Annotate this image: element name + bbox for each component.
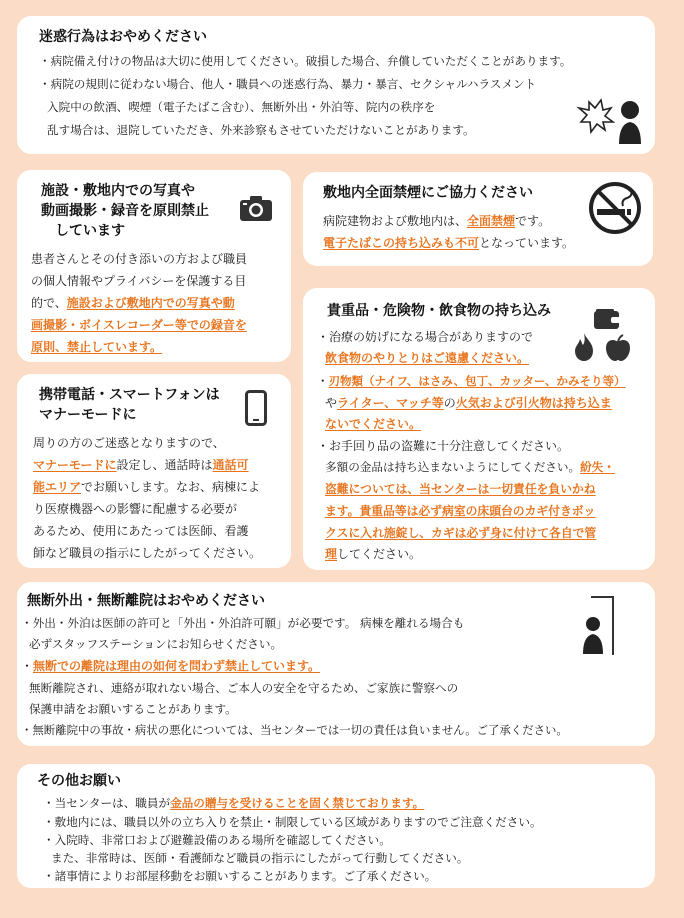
highlight-text: 刃物類（ナイフ、はさみ、包丁、カッター、かみそり等）	[328, 374, 626, 388]
section-title: 迷惑行為はおやめください	[39, 29, 207, 45]
highlight-text: 飲食物のやりとりはご遠慮ください。	[325, 351, 530, 365]
section-title: 施設・敷地内での写真や	[41, 183, 195, 199]
section-disruptive-behavior	[17, 16, 655, 154]
text-line	[325, 458, 615, 477]
text-line: ・治療の妨げになる場合がありますので	[317, 330, 534, 344]
text-line: ・外出・外泊は医師の許可と「外出・外泊許可願」が必要です。 病棟を離れる場合も	[21, 616, 465, 630]
text-segment: ・	[317, 374, 329, 388]
text-line: ・無断離院中の事故・病状の悪化については、当センターでは一切の責任は負いません。ご了承ください。	[21, 723, 568, 737]
highlight-text: 施設および敷地内での写真や動	[66, 296, 235, 310]
text-line	[317, 372, 626, 391]
anger-person-icon	[575, 88, 645, 148]
apple-icon	[605, 334, 631, 362]
text-segment: や	[325, 396, 338, 410]
highlight-text: ライター、マッチ等	[337, 396, 444, 410]
text-line: ・病院備え付けの物品は大切に使用してください。破損した場合、弁償していただくことがあります。	[39, 54, 572, 68]
text-line: 必ずスタッフステーションにお知らせください。	[29, 637, 283, 651]
text-line: ・入院時、非常口および避難設備のある場所を確認してください。	[43, 833, 391, 847]
text-line	[323, 212, 550, 231]
text-segment: となっています。	[479, 236, 575, 250]
text-line: の個人情報やプライバシーを保護する目	[31, 274, 247, 288]
section-title: 携帯電話・スマートフォンは	[39, 387, 220, 403]
section-valuables-hazards	[303, 288, 655, 570]
highlight-text: マナーモードに	[33, 458, 117, 472]
text-segment: でお願いします。なお、病棟によ	[81, 480, 261, 494]
highlight-text: 画撮影・ボイスレコーダー等での録音を	[31, 318, 247, 332]
highlight-text: クスに入れ施錠し、カギは必ず身に付けて各自で管	[325, 526, 597, 540]
text-line: 無断離院され、連絡が取れない場合、ご本人の安全を守るため、ご家族に警察への	[29, 681, 459, 695]
no-smoking-icon	[587, 180, 643, 236]
fire-icon	[573, 332, 595, 362]
text-line: また、非常時は、医師・看護師など職員の指示にしたがって行動してください。	[51, 851, 469, 865]
highlight-text: 理	[325, 547, 338, 561]
text-line: ・お手回り品の盗難に十分注意してください。	[317, 439, 570, 453]
section-other-requests	[17, 764, 655, 888]
highlight-text: 通話可	[212, 458, 249, 472]
camera-icon	[239, 194, 273, 222]
highlight-text: 盗難については、当センターは一切責任を負いかね	[325, 482, 596, 496]
highlight-text: ます。貴重品等は必ず病室の床頭台のカギ付きボッ	[325, 504, 596, 518]
highlight-text: 原則、禁止しています。	[31, 340, 163, 354]
section-title: その他お願い	[37, 773, 121, 789]
text-segment: 設定し、通話時は	[116, 458, 213, 472]
highlight-text: ないでください。	[325, 417, 422, 431]
section-title: 動画撮影・録音を原則禁止	[41, 203, 209, 219]
section-no-smoking	[303, 172, 653, 266]
text-line	[325, 545, 421, 564]
section-unauthorized-leave	[17, 582, 655, 746]
text-line: 保護申請をお願いすることがあります。	[29, 702, 237, 716]
highlight-text: 火気および引火物は持ち込ま	[455, 396, 612, 410]
text-line: 入院中の飲酒、喫煙（電子たばこ含む）、無断外出・外泊等、院内の秩序を	[47, 100, 436, 114]
section-title: 貴重品・危険物・飲食物の持ち込み	[327, 303, 551, 319]
text-segment: 的で、	[31, 296, 67, 310]
text-segment: ・	[21, 659, 34, 673]
text-line: り医療機器への影響に配慮する必要が	[33, 502, 238, 516]
section-title: 敷地内全面禁煙にご協力ください	[323, 185, 533, 201]
text-line	[323, 234, 574, 253]
text-line: 乱す場合は、退院していただき、外来診察もさせていただけないことがあります。	[47, 123, 475, 137]
text-line	[33, 478, 260, 497]
text-segment: 病院建物および敷地内は、	[323, 214, 468, 228]
text-segment: 多額の金品は持ち込まないようにしてください。	[325, 460, 581, 474]
text-segment: です。	[515, 214, 551, 228]
text-segment: の	[443, 396, 456, 410]
text-line	[21, 657, 320, 676]
smartphone-icon	[245, 390, 267, 426]
text-line: 師など職員の指示にしたがってください。	[33, 546, 262, 560]
section-title: 無断外出・無断離院はおやめください	[27, 593, 265, 609]
highlight-text: 金品の贈与を受けることを固く禁じております。	[170, 796, 425, 810]
text-segment: してください。	[337, 547, 422, 561]
section-title: しています	[55, 223, 125, 239]
text-line: 患者さんとその付き添いの方および職員	[31, 252, 248, 266]
text-line	[325, 394, 612, 413]
highlight-text: 電子たばこの持ち込みも不可	[323, 236, 480, 250]
text-line: ・敷地内には、職員以外の立ち入りを禁止・制限している区域がありますのでご注意ください。	[43, 815, 542, 829]
highlight-text: 全面禁煙	[467, 214, 516, 228]
highlight-text: 紛失・	[580, 460, 615, 474]
section-photo-prohibited	[17, 170, 291, 362]
door-person-icon	[577, 594, 617, 658]
section-mobile-phone	[17, 374, 291, 568]
text-line	[33, 456, 249, 475]
highlight-text: 無断での離院は理由の如何を問わず禁止しています。	[33, 659, 321, 673]
text-line: 周りの方のご迷惑となりますので、	[33, 436, 225, 450]
wallet-icon	[593, 308, 621, 330]
section-title: マナーモードに	[39, 407, 137, 423]
text-line: あるため、使用にあたっては医師、看護	[33, 524, 249, 538]
text-segment: ・当センターは、職員が	[43, 796, 171, 810]
text-line	[43, 794, 424, 813]
highlight-text: 能エリア	[33, 480, 82, 494]
text-line	[31, 294, 235, 313]
text-line: ・病院の規則に従わない場合、他人・職員への迷惑行為、暴力・暴言、セクシャルハラスメント	[39, 77, 537, 91]
text-line: ・諸事情によりお部屋移動をお願いすることがあります。ご了承ください。	[43, 869, 437, 883]
